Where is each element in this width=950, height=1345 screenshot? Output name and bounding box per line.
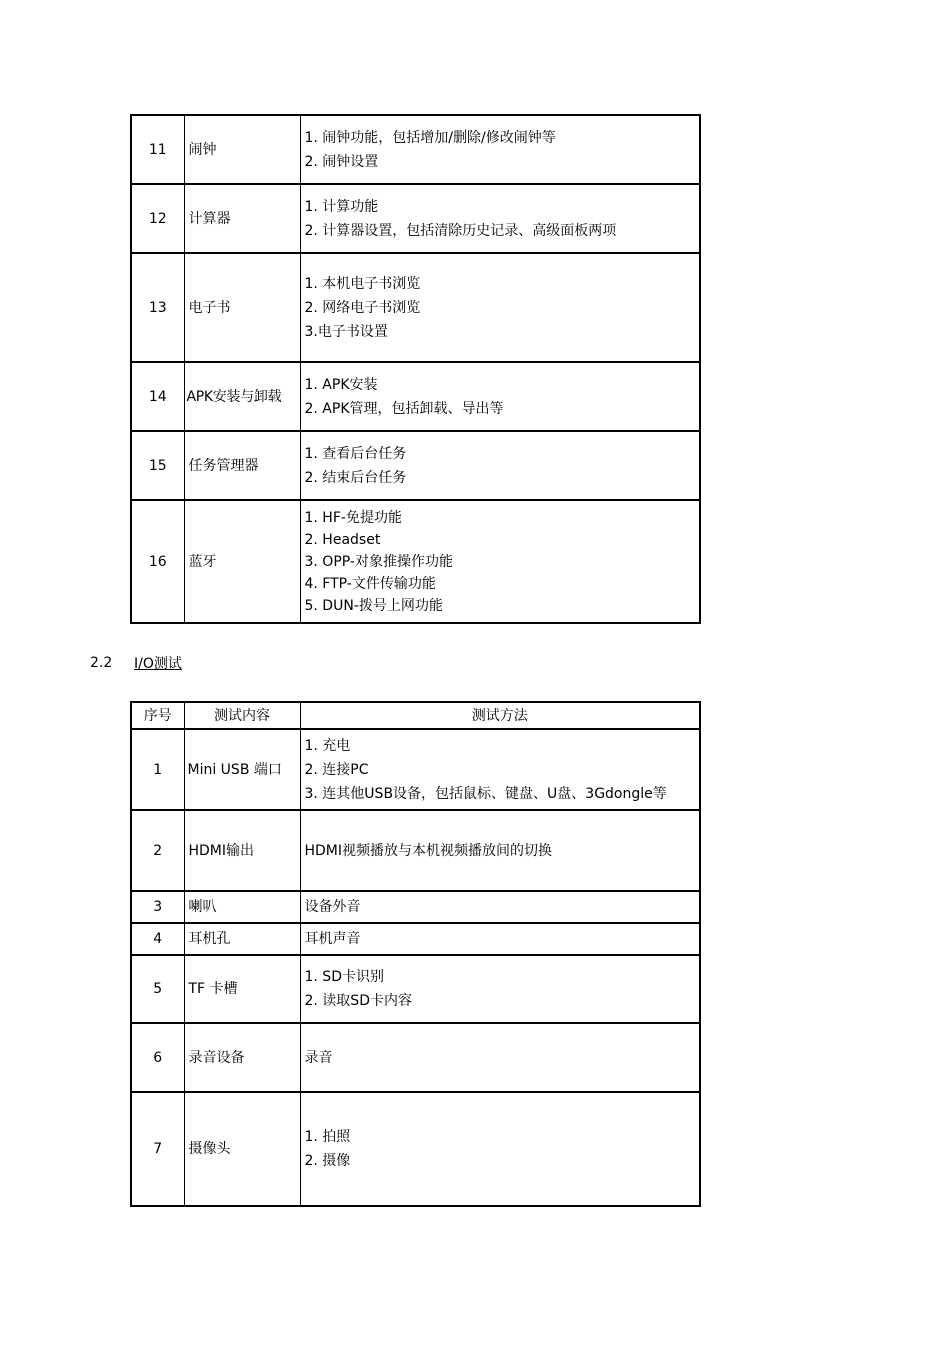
row-number: 3 — [131, 891, 184, 923]
row-item: 闹钟 — [184, 115, 300, 184]
table-row — [131, 955, 700, 1023]
row-item: 摄像头 — [184, 1092, 300, 1206]
table-row — [131, 253, 700, 362]
row-item: Mini USB 端口 — [184, 729, 300, 810]
section-number: 2.2 — [90, 655, 113, 671]
table-row — [131, 810, 700, 891]
row-item: HDMI输出 — [184, 810, 300, 891]
row-method: 设备外音 — [300, 891, 700, 923]
row-method: 1. HF-免提功能 2. Headset 3. OPP-对象推操作功能 4. FTP-文件传输功能 5. DUN-拨号上网功能 — [300, 500, 700, 623]
io-test-table — [130, 701, 701, 1207]
row-method: 1. 充电 2. 连接PC 3. 连其他USB设备，包括鼠标、键盘、U盘、3Gdongle等 — [300, 729, 700, 810]
header-number: 序号 — [131, 702, 184, 729]
row-method: 录音 — [300, 1023, 700, 1092]
row-number: 13 — [131, 253, 184, 362]
row-number: 15 — [131, 431, 184, 500]
row-number: 7 — [131, 1092, 184, 1206]
row-method: 1. SD卡识别 2. 读取SD卡内容 — [300, 955, 700, 1023]
row-number: 6 — [131, 1023, 184, 1092]
header-method: 测试方法 — [300, 702, 700, 729]
row-number: 12 — [131, 184, 184, 253]
row-method: 1. APK安装 2. APK管理，包括卸载、导出等 — [300, 362, 700, 431]
table-header-row — [131, 702, 700, 729]
row-number: 2 — [131, 810, 184, 891]
row-item: 耳机孔 — [184, 923, 300, 955]
feature-test-table — [130, 114, 701, 624]
table-row — [131, 115, 700, 184]
row-item: 蓝牙 — [184, 500, 300, 623]
row-number: 14 — [131, 362, 184, 431]
table-row — [131, 1023, 700, 1092]
row-item: 计算器 — [184, 184, 300, 253]
row-item: 电子书 — [184, 253, 300, 362]
row-method: 耳机声音 — [300, 923, 700, 955]
table-row — [131, 923, 700, 955]
row-number: 1 — [131, 729, 184, 810]
table-row — [131, 184, 700, 253]
row-number: 11 — [131, 115, 184, 184]
row-number: 5 — [131, 955, 184, 1023]
row-method: 1. 拍照 2. 摄像 — [300, 1092, 700, 1206]
row-method: 1. 闹钟功能，包括增加/删除/修改闹钟等 2. 闹钟设置 — [300, 115, 700, 184]
row-method: 1. 本机电子书浏览 2. 网络电子书浏览 3.电子书设置 — [300, 253, 700, 362]
row-number: 4 — [131, 923, 184, 955]
table-row — [131, 500, 700, 623]
table-row — [131, 1092, 700, 1206]
table-row — [131, 729, 700, 810]
table-row — [131, 362, 700, 431]
row-method: 1. 查看后台任务 2. 结束后台任务 — [300, 431, 700, 500]
row-item: APK安装与卸载 — [184, 362, 300, 431]
table-row — [131, 431, 700, 500]
row-method: HDMI视频播放与本机视频播放间的切换 — [300, 810, 700, 891]
row-item: TF 卡槽 — [184, 955, 300, 1023]
row-method: 1. 计算功能 2. 计算器设置，包括清除历史记录、高级面板两项 — [300, 184, 700, 253]
row-item: 录音设备 — [184, 1023, 300, 1092]
header-content: 测试内容 — [184, 702, 300, 729]
row-item: 任务管理器 — [184, 431, 300, 500]
row-number: 16 — [131, 500, 184, 623]
table-row — [131, 891, 700, 923]
row-item: 喇叭 — [184, 891, 300, 923]
section-title: I/O测试 — [134, 656, 182, 672]
